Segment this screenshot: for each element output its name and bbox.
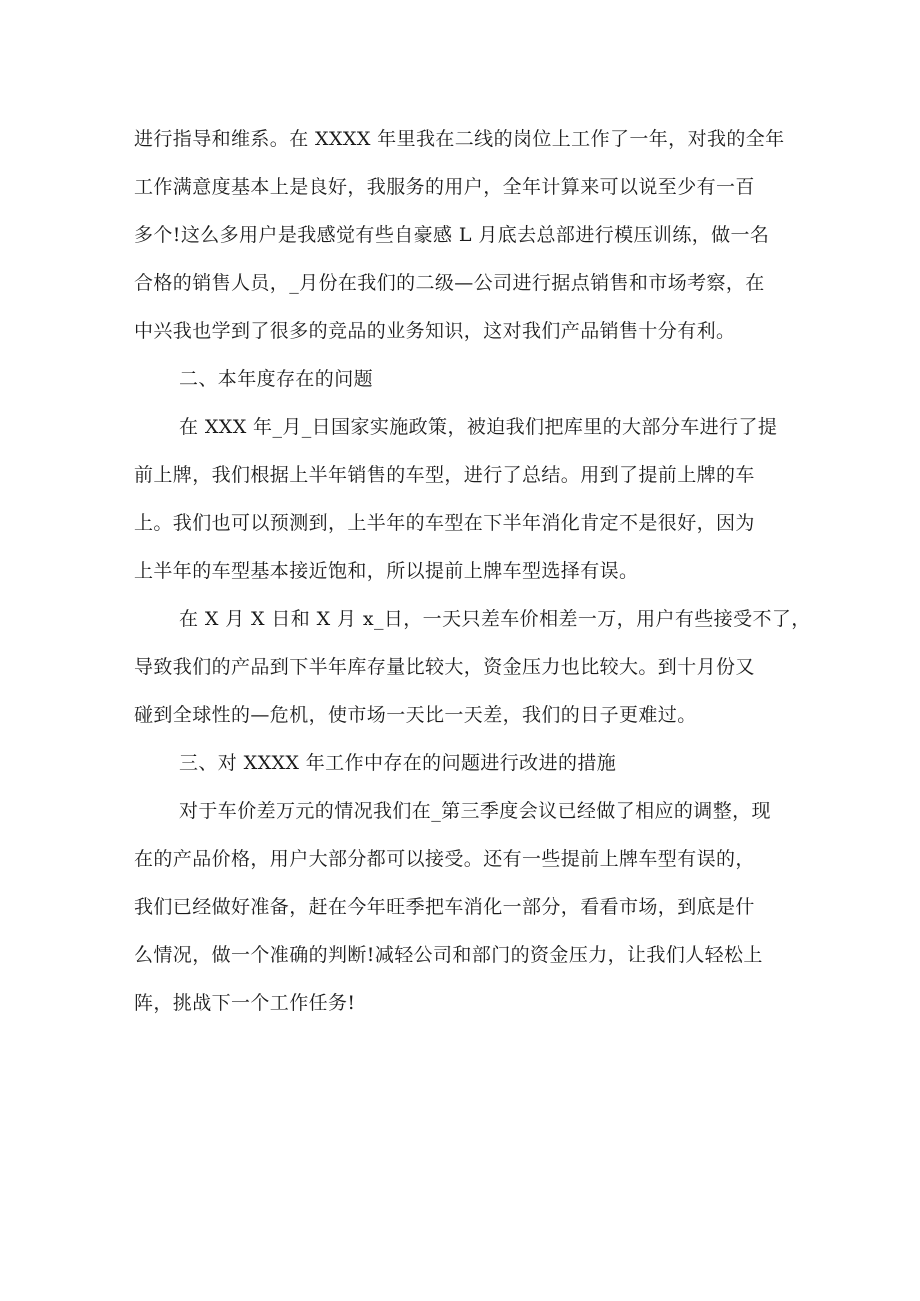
text-line: 在 XXX 年_月_日国家实施政策，被迫我们把库里的大部分车进行了提 xyxy=(179,416,778,438)
text-line: 阵，挑战下一个工作任务! xyxy=(134,992,356,1014)
text-line: 二、本年度存在的问题 xyxy=(179,368,374,390)
text-line: 碰到全球性的—危机，使市场一天比一天差，我们的日子更难过。 xyxy=(134,704,697,726)
text-line: 在的产品价格，用户大部分都可以接受。还有一些提前上牌车型有误的， xyxy=(134,848,755,870)
document-body xyxy=(134,115,811,1027)
text-line: 我们已经做好准备，赶在今年旺季把车消化一部分，看看市场，到底是什 xyxy=(134,896,755,918)
text-line: 么情况，做一个准确的判断!减轻公司和部门的资金压力，让我们人轻松上 xyxy=(134,944,763,966)
text-line: 工作满意度基本上是良好，我服务的用户，全年计算来可以说至少有一百 xyxy=(134,176,755,198)
text-line: 在 X 月 X 日和 X 月 x_日，一天只差车价相差一万，用户有些接受不了， xyxy=(179,608,811,630)
text-line: 多个!这么多用户是我感觉有些自豪感 L 月底去总部进行模压训练，做一名 xyxy=(134,224,770,246)
text-line: 三、对 XXXX 年工作中存在的问题进行改进的措施 xyxy=(179,752,617,774)
text-line: 进行指导和维系。在 XXXX 年里我在二线的岗位上工作了一年，对我的全年 xyxy=(134,128,785,150)
text-line: 上半年的车型基本接近饱和，所以提前上牌车型选择有误。 xyxy=(134,560,639,582)
text-line: 前上牌，我们根据上半年销售的车型，进行了总结。用到了提前上牌的车 xyxy=(134,464,755,486)
text-line: 上。我们也可以预测到，上半年的车型在下半年消化肯定不是很好，因为 xyxy=(134,512,755,534)
text-line: 合格的销售人员，_月份在我们的二级—公司进行据点销售和市场考察，在 xyxy=(134,272,765,294)
text-line: 导致我们的产品到下半年库存量比较大，资金压力也比较大。到十月份又 xyxy=(134,656,755,678)
text-line: 中兴我也学到了很多的竞品的业务知识，这对我们产品销售十分有利。 xyxy=(134,320,736,342)
text-line: 对于车价差万元的情况我们在_第三季度会议已经做了相应的调整，现 xyxy=(179,800,771,822)
